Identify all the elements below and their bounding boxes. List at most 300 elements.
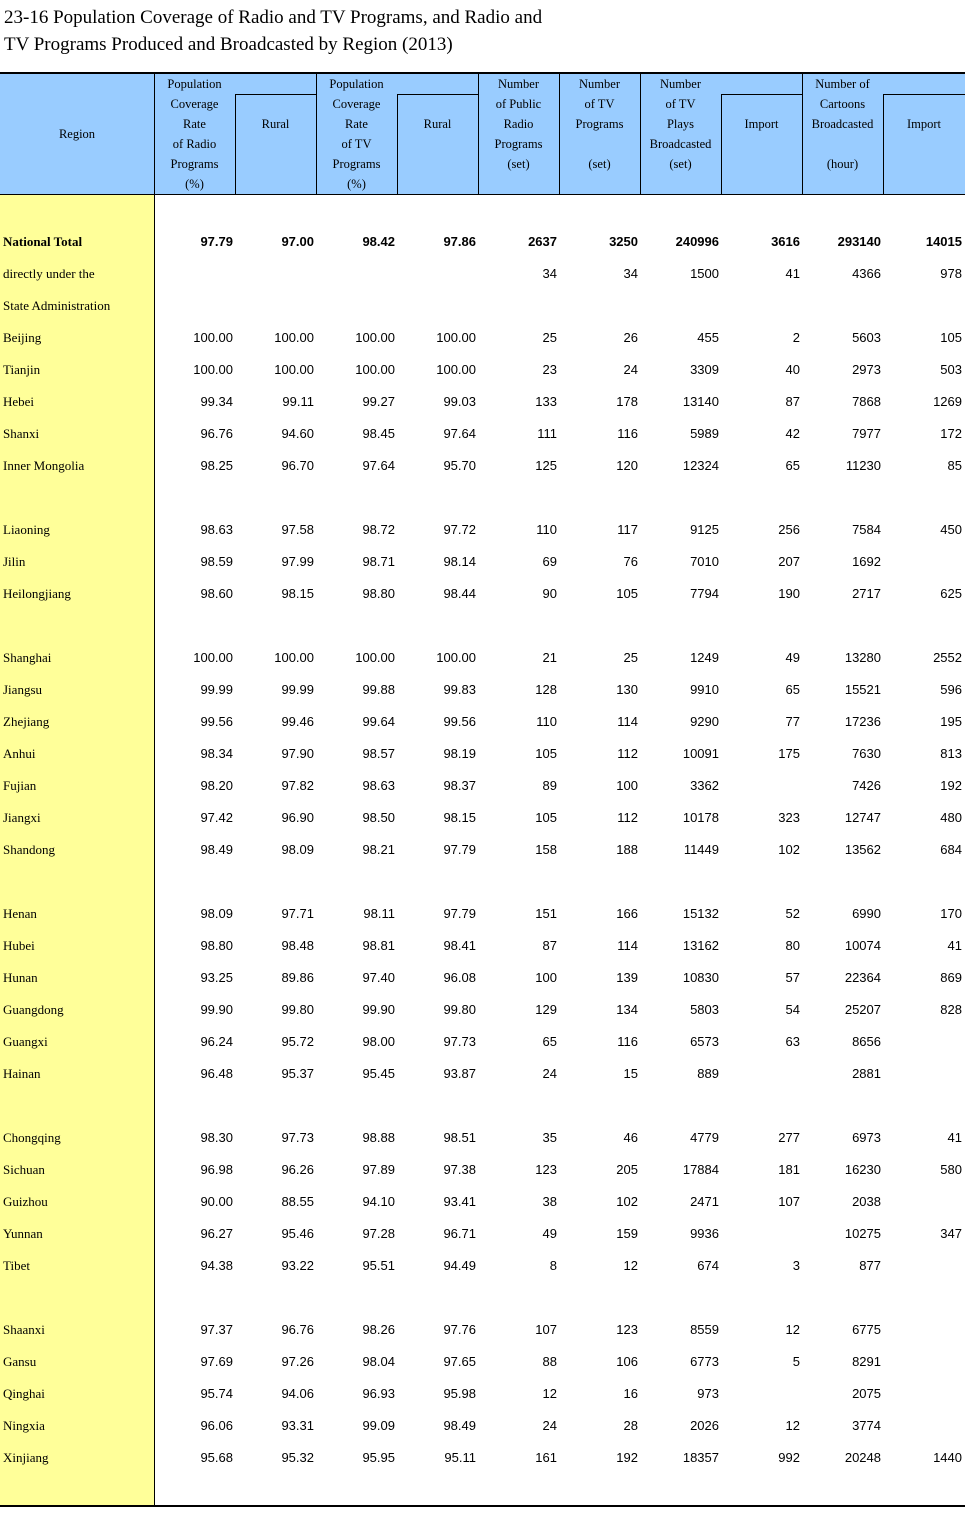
table-cell: 5603 [852, 330, 881, 345]
table-cell: 9910 [690, 682, 719, 697]
table-cell: 170 [940, 906, 962, 921]
table-cell: 95.46 [281, 1226, 314, 1241]
table-cell: 6775 [852, 1322, 881, 1337]
table-cell: 24 [542, 1066, 557, 1081]
table-cell: 192 [940, 778, 962, 793]
header-rule [235, 94, 316, 95]
table-cell: 158 [535, 842, 557, 857]
table-cell: 190 [778, 586, 800, 601]
table-cell: 828 [940, 1002, 962, 1017]
header-tv-coverage: Population Coverage Rate of TV Programs (%) [329, 77, 384, 191]
region-name: Shanxi [3, 426, 40, 441]
table-cell: 15521 [844, 682, 881, 697]
table-cell: 26 [623, 330, 638, 345]
table-cell: 100.00 [436, 650, 476, 665]
table-cell: 90.00 [200, 1194, 233, 1209]
table-cell: 5803 [690, 1002, 719, 1017]
table-cell: 97.76 [443, 1322, 476, 1337]
table-row [0, 226, 965, 258]
table-cell: 98.19 [443, 746, 476, 761]
table-cell: 347 [940, 1226, 962, 1241]
table-cell: 97.58 [281, 522, 314, 537]
table-cell: 10275 [844, 1226, 881, 1241]
region-name: Ningxia [3, 1418, 45, 1433]
table-cell: 99.99 [281, 682, 314, 697]
table-cell: 24 [623, 362, 638, 377]
table-cell: 10091 [682, 746, 719, 761]
table-row [0, 578, 965, 610]
table-cell: 98.09 [200, 906, 233, 921]
table-cell: 49 [785, 650, 800, 665]
table-cell: 116 [617, 426, 638, 441]
table-cell: 96.24 [200, 1034, 233, 1049]
table-cell: 98.60 [200, 586, 233, 601]
region-name: Inner Mongolia [3, 458, 85, 473]
table-cell: 89.86 [281, 970, 314, 985]
table-cell: 889 [697, 1066, 719, 1081]
header-tv-rural: Rural [423, 117, 452, 131]
table-spacer-row [0, 482, 965, 514]
table-row [0, 1218, 965, 1250]
table-cell: 98.81 [362, 938, 395, 953]
table-cell: 89 [542, 778, 557, 793]
table-cell: 6573 [690, 1034, 719, 1049]
table-cell: 41 [785, 266, 800, 281]
table-cell: 15132 [682, 906, 719, 921]
table-cell: 97.72 [443, 522, 476, 537]
table-row [0, 450, 965, 482]
table-row [0, 898, 965, 930]
region-name: Hubei [3, 938, 35, 953]
table-cell: 99.09 [362, 1418, 395, 1433]
table-cell: 107 [778, 1194, 800, 1209]
table-cell: 69 [542, 554, 557, 569]
table-cell: 13280 [844, 650, 881, 665]
table-row [0, 738, 965, 770]
table-row [0, 674, 965, 706]
table-cell: 21 [542, 650, 557, 665]
table-cell: 13140 [682, 394, 719, 409]
table-cell: 98.34 [200, 746, 233, 761]
table-cell: 100.00 [274, 650, 314, 665]
table-cell: 98.80 [362, 586, 395, 601]
table-cell: 34 [542, 266, 557, 281]
table-cell: 11230 [845, 458, 881, 473]
table-row [0, 514, 965, 546]
table-cell: 35 [542, 1130, 557, 1145]
table-cell: 166 [616, 906, 638, 921]
bottom-rule [0, 1505, 965, 1507]
table-cell: 97.64 [443, 426, 476, 441]
table-cell: 105 [940, 330, 962, 345]
table-cell: 6773 [690, 1354, 719, 1369]
table-cell: 116 [617, 1034, 638, 1049]
table-cell: 99.64 [362, 714, 395, 729]
table-row [0, 1378, 965, 1410]
table-cell: 674 [697, 1258, 719, 1273]
table-cell: 112 [617, 810, 638, 825]
header-rule [721, 94, 802, 95]
table-cell: 100.00 [274, 330, 314, 345]
table-cell: 114 [617, 938, 638, 953]
region-name: Sichuan [3, 1162, 45, 1177]
table-cell: 105 [535, 810, 557, 825]
table-cell: 97.99 [281, 554, 314, 569]
table-cell: 95.72 [281, 1034, 314, 1049]
table-cell: 12 [542, 1386, 557, 1401]
table-cell: 992 [778, 1450, 800, 1465]
table-cell: 80 [785, 938, 800, 953]
table-cell: 2 [792, 330, 800, 345]
table-cell: 9125 [690, 522, 719, 537]
region-name: Chongqing [3, 1130, 61, 1145]
table-cell: 139 [616, 970, 638, 985]
table-row [0, 1154, 965, 1186]
table-cell: 16 [623, 1386, 638, 1401]
table-row [0, 1314, 965, 1346]
table-cell: 96.71 [443, 1226, 476, 1241]
table-cell: 97.42 [200, 810, 233, 825]
table-cell: 11449 [683, 842, 719, 857]
table-row [0, 962, 965, 994]
region-name: Jiangsu [3, 682, 42, 697]
table-cell: 1500 [690, 266, 719, 281]
table-cell: 455 [697, 330, 719, 345]
table-cell: 96.26 [281, 1162, 314, 1177]
table-cell: 95.37 [281, 1066, 314, 1081]
table-cell: 125 [535, 458, 557, 473]
region-name: Yunnan [3, 1226, 43, 1241]
table-cell: 159 [616, 1226, 638, 1241]
table-cell: 105 [535, 746, 557, 761]
table-row [0, 1410, 965, 1442]
table-row [0, 1250, 965, 1282]
table-cell: 12 [623, 1258, 638, 1273]
table-cell: 99.99 [200, 682, 233, 697]
table-cell: 2552 [933, 650, 962, 665]
table-row [0, 418, 965, 450]
table-cell: 114 [617, 714, 638, 729]
table-row [0, 1442, 965, 1474]
table-spacer-row [0, 866, 965, 898]
table-cell: 96.70 [281, 458, 314, 473]
region-name: Henan [3, 906, 37, 921]
table-cell: 3250 [609, 234, 638, 249]
table-cell: 95.51 [362, 1258, 395, 1273]
table-cell: 46 [623, 1130, 638, 1145]
table-cell: 102 [616, 1194, 638, 1209]
table-cell: 13162 [682, 938, 719, 953]
table-cell: 172 [940, 426, 962, 441]
table-cell: 98.42 [362, 234, 395, 249]
table-cell: 10830 [682, 970, 719, 985]
table-cell: 450 [940, 522, 962, 537]
table-row [0, 1058, 965, 1090]
table-cell: 95.11 [444, 1450, 476, 1465]
table-cell: 188 [616, 842, 638, 857]
table-cell: 98.80 [200, 938, 233, 953]
title-line-1: 23-16 Population Coverage of Radio and TV Programs, and Radio and [4, 7, 543, 28]
table-cell: 98.63 [200, 522, 233, 537]
table-cell: 87 [785, 394, 800, 409]
table-cell: 97.79 [443, 842, 476, 857]
table-cell: 99.88 [362, 682, 395, 697]
table-cell: 16230 [844, 1162, 881, 1177]
table-cell: 97.86 [443, 234, 476, 249]
table-cell: 580 [940, 1162, 962, 1177]
header-radio-coverage: Population Coverage Rate of Radio Programs (%) [167, 77, 222, 191]
header-divider [397, 94, 398, 195]
table-cell: 98.49 [200, 842, 233, 857]
table-cell: 813 [940, 746, 962, 761]
table-spacer-row [0, 1282, 965, 1314]
table-cell: 41 [947, 1130, 962, 1145]
table-cell: 973 [697, 1386, 719, 1401]
table-cell: 2026 [690, 1418, 719, 1433]
table-cell: 100 [616, 778, 638, 793]
table-row [0, 1122, 965, 1154]
table-cell: 100.00 [355, 330, 395, 345]
table-cell: 112 [617, 746, 638, 761]
table-cell: 97.82 [281, 778, 314, 793]
table-cell: 106 [616, 1354, 638, 1369]
table-cell: 8656 [852, 1034, 881, 1049]
table-row [0, 322, 965, 354]
table-cell: 151 [535, 906, 557, 921]
table-cell: 98.48 [281, 938, 314, 953]
table-cell: 96.98 [200, 1162, 233, 1177]
table-cell: 2075 [852, 1386, 881, 1401]
table-row [0, 930, 965, 962]
table-cell: 684 [940, 842, 962, 857]
table-row [0, 258, 965, 290]
table-cell: 99.34 [200, 394, 233, 409]
table-cell: 97.65 [443, 1354, 476, 1369]
table-cell: 178 [616, 394, 638, 409]
table-cell: 97.26 [281, 1354, 314, 1369]
table-cell: 95.74 [200, 1386, 233, 1401]
table-header [0, 74, 965, 195]
table-cell: 24 [542, 1418, 557, 1433]
table-cell: 18357 [682, 1450, 719, 1465]
table-cell: 1249 [690, 650, 719, 665]
table-cell: 3616 [771, 234, 800, 249]
region-name: Hainan [3, 1066, 41, 1081]
table-cell: 94.60 [281, 426, 314, 441]
table-cell: 65 [785, 458, 800, 473]
table-cell: 100 [535, 970, 557, 985]
table-cell: 2973 [852, 362, 881, 377]
region-name: Beijing [3, 330, 42, 345]
region-name: Shandong [3, 842, 55, 857]
table-cell: 97.28 [362, 1226, 395, 1241]
table-cell: 99.80 [281, 1002, 314, 1017]
table-cell: 85 [947, 458, 962, 473]
table-cell: 1269 [933, 394, 962, 409]
table-cell: 98.15 [281, 586, 314, 601]
table-cell: 52 [785, 906, 800, 921]
table-cell: 2471 [690, 1194, 719, 1209]
region-name: Tianjin [3, 362, 41, 377]
table-cell: 41 [947, 938, 962, 953]
table-cell: 97.69 [200, 1354, 233, 1369]
table-cell: 97.64 [362, 458, 395, 473]
table-cell: 8559 [690, 1322, 719, 1337]
table-cell: 175 [778, 746, 800, 761]
table-cell: 128 [535, 682, 557, 697]
table-cell: 99.90 [362, 1002, 395, 1017]
table-row [0, 386, 965, 418]
table-cell: 95.98 [443, 1386, 476, 1401]
table-cell: 240996 [675, 234, 719, 249]
table-cell: 99.80 [443, 1002, 476, 1017]
table-cell: 10074 [844, 938, 881, 953]
table-cell: 10178 [682, 810, 719, 825]
region-name: Guangdong [3, 1002, 64, 1017]
table-cell: 22364 [844, 970, 881, 985]
table-cell: 63 [785, 1034, 800, 1049]
table-cell: 94.10 [362, 1194, 395, 1209]
table-cell: 4366 [852, 266, 881, 281]
table-cell: 100.00 [436, 330, 476, 345]
table-cell: 77 [785, 714, 800, 729]
table-cell: 98.59 [200, 554, 233, 569]
region-name: Tibet [3, 1258, 30, 1273]
table-cell: 93.25 [200, 970, 233, 985]
table-cell: 7868 [852, 394, 881, 409]
table-cell: 57 [785, 970, 800, 985]
table-cell: 277 [778, 1130, 800, 1145]
table-cell: 102 [778, 842, 800, 857]
table-cell: 15 [623, 1066, 638, 1081]
table-cell: 88.55 [281, 1194, 314, 1209]
table-cell: 98.41 [443, 938, 476, 953]
table-cell: 98.71 [362, 554, 395, 569]
table-cell: 98.45 [362, 426, 395, 441]
table-cell: 12 [785, 1322, 800, 1337]
table-cell: 12 [785, 1418, 800, 1433]
table-cell: 7794 [690, 586, 719, 601]
region-name: Hunan [3, 970, 38, 985]
table-cell: 95.70 [443, 458, 476, 473]
table-cell: 96.27 [200, 1226, 233, 1241]
table-cell: 65 [785, 682, 800, 697]
table-cell: 96.48 [200, 1066, 233, 1081]
table-cell: 161 [535, 1450, 557, 1465]
region-name: Shaanxi [3, 1322, 45, 1337]
region-name: Hebei [3, 394, 35, 409]
region-name: Zhejiang [3, 714, 50, 729]
table-cell: 95.32 [281, 1450, 314, 1465]
table-cell: 123 [535, 1162, 557, 1177]
table-cell: 25 [542, 330, 557, 345]
region-name: Guangxi [3, 1034, 48, 1049]
table-cell: 111 [537, 426, 557, 441]
table-cell: 20248 [844, 1450, 881, 1465]
table-cell: 100.00 [193, 362, 233, 377]
table-cell: 94.06 [281, 1386, 314, 1401]
table-cell: 38 [542, 1194, 557, 1209]
header-cartoons: Number of Cartoons Broadcasted (hour) [811, 77, 874, 171]
table-cell: 97.90 [281, 746, 314, 761]
table-cell: 98.30 [200, 1130, 233, 1145]
table-cell: 9936 [690, 1226, 719, 1241]
title-line-2: TV Programs Produced and Broadcasted by Region (2013) [4, 34, 453, 55]
table-cell: 99.90 [200, 1002, 233, 1017]
table-cell: 8 [549, 1258, 557, 1273]
table-cell: 17884 [682, 1162, 719, 1177]
table-cell: 95.95 [362, 1450, 395, 1465]
table-cell: 2038 [852, 1194, 881, 1209]
region-name: National Total [3, 234, 83, 249]
table-cell: 205 [616, 1162, 638, 1177]
table-cell: 869 [940, 970, 962, 985]
table-cell: 94.38 [200, 1258, 233, 1273]
table-cell: 7010 [690, 554, 719, 569]
table-cell: 2717 [852, 586, 881, 601]
region-name: Fujian [3, 778, 37, 793]
table-cell: 96.90 [281, 810, 314, 825]
table-cell: 181 [778, 1162, 800, 1177]
region-name: Guizhou [3, 1194, 48, 1209]
table-cell: 97.89 [362, 1162, 395, 1177]
table-cell: 2637 [528, 234, 557, 249]
table-cell: 93.41 [443, 1194, 476, 1209]
region-name: directly under the [3, 266, 95, 281]
header-tv-programs: Number of TV Programs (set) [575, 77, 624, 171]
table-cell: 96.76 [281, 1322, 314, 1337]
table-cell: 5989 [690, 426, 719, 441]
table-cell: 93.22 [281, 1258, 314, 1273]
table-cell: 65 [542, 1034, 557, 1049]
table-cell: 7977 [852, 426, 881, 441]
table-cell: 97.79 [443, 906, 476, 921]
table-cell: 129 [535, 1002, 557, 1017]
table-cell: 8291 [852, 1354, 881, 1369]
header-plays-import: Import [744, 117, 779, 131]
table-cell: 14015 [925, 234, 962, 249]
table-cell: 3309 [690, 362, 719, 377]
table-cell: 6973 [852, 1130, 881, 1145]
table-cell: 978 [940, 266, 962, 281]
table-cell: 25207 [844, 1002, 881, 1017]
table-row [0, 994, 965, 1026]
table-cell: 40 [785, 362, 800, 377]
table-cell: 98.49 [443, 1418, 476, 1433]
table-cell: 1440 [933, 1450, 962, 1465]
table-cell: 98.09 [281, 842, 314, 857]
table-row [0, 1346, 965, 1378]
table-cell: 130 [616, 682, 638, 697]
table-cell: 98.00 [362, 1034, 395, 1049]
table-cell: 107 [535, 1322, 557, 1337]
table-cell: 96.93 [362, 1386, 395, 1401]
table-cell: 100.00 [193, 330, 233, 345]
table-cell: 7630 [852, 746, 881, 761]
table-cell: 192 [616, 1450, 638, 1465]
table-cell: 293140 [837, 234, 881, 249]
table-cell: 7584 [852, 522, 881, 537]
table-cell: 596 [940, 682, 962, 697]
table-cell: 97.73 [281, 1130, 314, 1145]
table-cell: 98.20 [200, 778, 233, 793]
table-cell: 98.72 [362, 522, 395, 537]
page-title [4, 4, 542, 58]
region-name: Jiangxi [3, 810, 41, 825]
table-cell: 98.15 [443, 810, 476, 825]
table-cell: 4779 [690, 1130, 719, 1145]
table-cell: 98.44 [443, 586, 476, 601]
